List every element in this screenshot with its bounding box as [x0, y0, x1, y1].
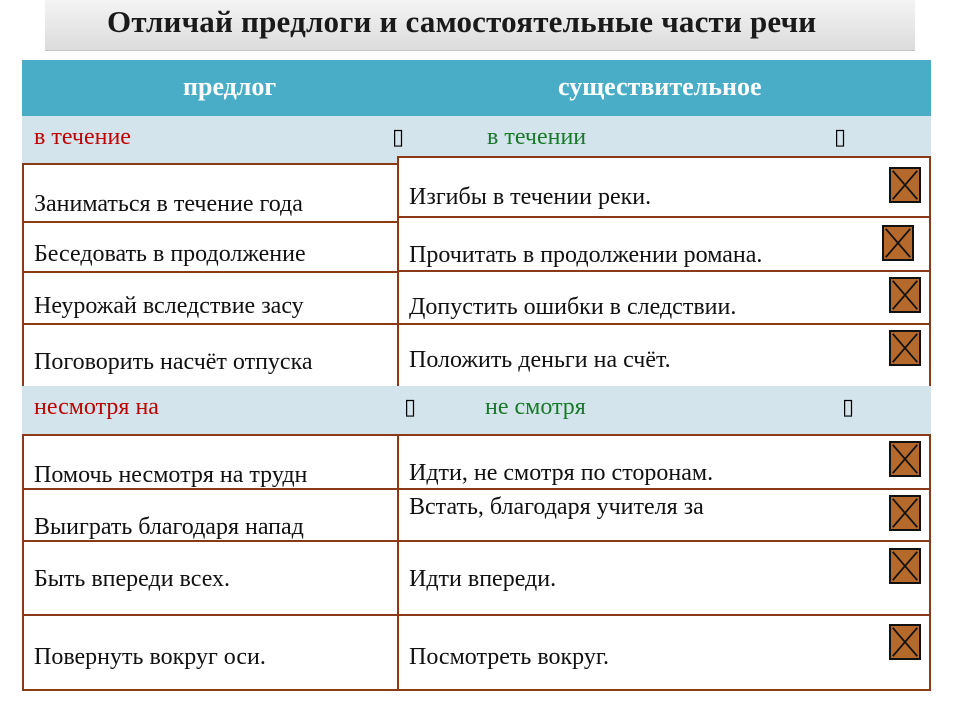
example-text: Заниматься в течение года: [34, 191, 303, 217]
example-text: Встать, благодаря учителя за: [409, 494, 704, 520]
example-left-8[interactable]: [22, 614, 402, 691]
example-text: Идти впереди.: [409, 566, 557, 592]
example-right-6[interactable]: [397, 488, 931, 542]
example-left-7[interactable]: [22, 540, 402, 616]
x-box-icon[interactable]: [889, 548, 921, 584]
x-box-icon[interactable]: [889, 441, 921, 477]
example-text: Идти, не смотря по сторонам.: [409, 460, 714, 486]
example-right-7[interactable]: [397, 540, 931, 616]
x-box-icon[interactable]: [889, 624, 921, 660]
x-box-icon[interactable]: [889, 495, 921, 531]
x-box-icon[interactable]: [889, 277, 921, 313]
example-left-3[interactable]: [22, 271, 402, 325]
x-box-icon[interactable]: [882, 225, 914, 261]
missing-glyph-icon: ▯: [404, 395, 417, 420]
example-text: Помочь несмотря на трудн: [34, 462, 308, 488]
example-right-5[interactable]: [397, 434, 931, 490]
missing-glyph-icon: ▯: [392, 125, 405, 150]
example-text: Изгибы в течении реки.: [409, 184, 652, 210]
example-text: Положить деньги на счёт.: [409, 347, 671, 373]
band-preposition-label: в течение: [34, 124, 131, 150]
x-box-icon[interactable]: [889, 330, 921, 366]
example-right-2[interactable]: [397, 216, 931, 272]
example-text: Прочитать в продолжении романа.: [409, 242, 763, 268]
example-text: Поговорить насчёт отпуска: [34, 349, 313, 375]
example-text: Допустить ошибки в следствии.: [409, 294, 737, 320]
header-preposition: предлог: [183, 72, 277, 101]
band-noun-label: в течении: [487, 124, 587, 150]
category-band-2: [22, 386, 931, 434]
header-noun: существительное: [558, 72, 762, 101]
example-right-1[interactable]: [397, 156, 931, 218]
missing-glyph-icon: ▯: [834, 125, 847, 150]
example-left-1[interactable]: [22, 163, 402, 223]
example-right-3[interactable]: [397, 270, 931, 325]
example-left-5[interactable]: [22, 434, 402, 490]
example-text: Быть впереди всех.: [34, 566, 231, 592]
example-text: Неурожай вследствие засу: [34, 293, 304, 319]
example-text: Посмотреть вокруг.: [409, 644, 609, 670]
example-text: Повернуть вокруг оси.: [34, 644, 266, 670]
title-bar: [45, 0, 915, 51]
band-noun-label: не смотря: [485, 394, 586, 420]
example-left-2[interactable]: [22, 221, 402, 273]
example-text: Беседовать в продолжение: [34, 241, 306, 267]
table-header: [22, 60, 931, 116]
example-right-8[interactable]: [397, 614, 931, 691]
missing-glyph-icon: ▯: [842, 395, 855, 420]
band-preposition-label: несмотря на: [34, 394, 159, 420]
slide-title: Отличай предлоги и самостоятельные части речи: [107, 4, 817, 39]
example-left-6[interactable]: [22, 488, 402, 542]
example-text: Выиграть благодаря напад: [34, 514, 304, 540]
x-box-icon[interactable]: [889, 167, 921, 203]
